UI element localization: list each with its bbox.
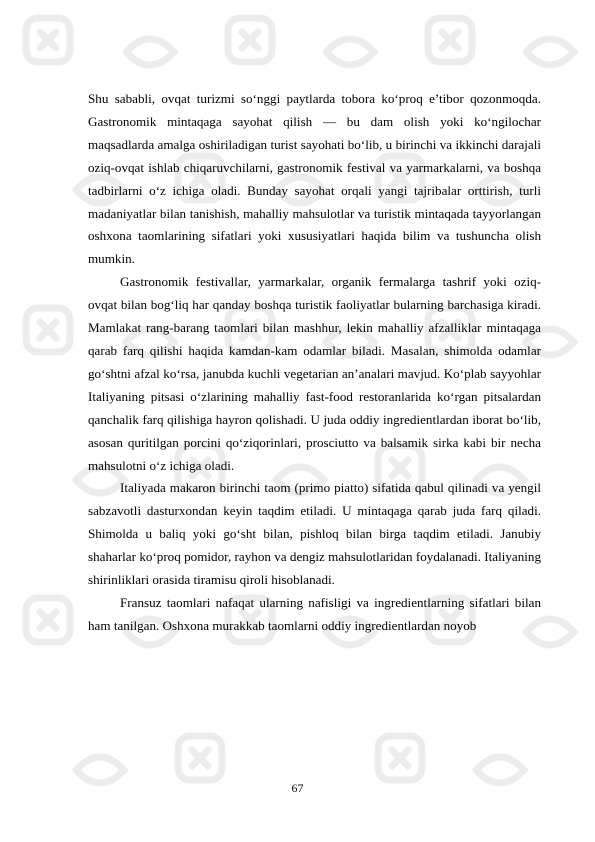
page-body bbox=[88, 88, 541, 638]
page-number: 67 bbox=[291, 781, 304, 795]
paragraph-3: Italiyada makaron birinchi taom (primo piatto) sifatida qabul qilinadi va yengil sabzavotli dasturxondan keyin taqdim etiladi. U mintaqaga qarab juda farq qiladi. Shimolda u baliq yoki go‘sht bilan, pishloq bilan birga taqdim etiladi. Janubiy shaharlar ko‘proq pomidor, rayhon va dengiz mahsulotlaridan foydalanadi. Italiyaning shirinliklari orasida tiramisu qiroli hisoblanadi. bbox=[88, 480, 541, 588]
paragraph-2: Gastronomik festivallar, yarmarkalar, organik fermalarga tashrif yoki oziq-ovqat bilan bog‘liq har qanday boshqa turistik faoliyatlar bularning barchasiga kiradi. Mamlakat rang-barang taomlari bilan mashhur, lekin mahalliy afzalliklar mintaqaga qarab farq qilishi haqida kamdan-kam odamlar biladi. Masalan, shimolda odamlar go‘shtni afzal ko‘rsa, janubda kuchli vegetarian an’analari mavjud. Ko‘plab sayyohlar Italiyaning pitsasi o‘zlarining mahalliy fast-food restoranlarida ko‘rgan pitsalardan qanchalik farq qilishiga hayron qolishadi. U juda oddiy ingredientlardan iborat bo‘lib, asosan quritilgan porcini qo‘ziqorinlari, prosciutto va balsamik sirka kabi bir necha mahsulotni o‘z ichiga oladi. bbox=[88, 274, 541, 473]
paragraph-4: Fransuz taomlari nafaqat ularning nafisligi va ingredientlarning sifatlari bilan ham tanilgan. Oshxona murakkab taomlarni oddiy ingredientlardan noyob bbox=[88, 594, 541, 633]
paragraph-1: Shu sababli, ovqat turizmi so‘nggi paytlarda tobora ko‘proq e’tibor qozonmoqda. Gastronomik mintaqaga sayohat qilish — bu dam olish yoki ko‘ngilochar maqsadlarda amalga oshiriladigan turist sayohati bo‘lib, u birinchi va ikkinchi darajali oziq-ovqat ishlab chiqaruvchilarni, gastronomik festival va yarmarkalarni, va boshqa tadbirlarni o‘z ichiga oladi. Bunday sayohat orqali yangi tajribalar orttirish, turli madaniyatlar bilan tanishish, mahalliy mahsulotlar va turistik mintaqada tayyorlangan oshxona taomlarining sifatlari yoki xususiyatlari haqida bilim va tushuncha olish mumkin. bbox=[88, 91, 541, 267]
